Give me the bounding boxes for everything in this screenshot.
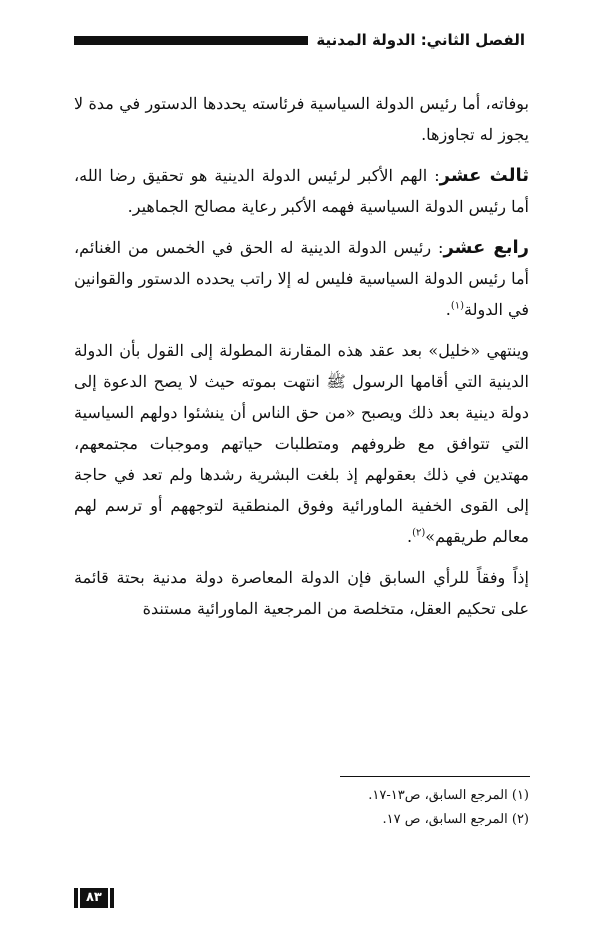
paragraph (74, 562, 529, 624)
paragraph-text: بوفاته، أما رئيس الدولة السياسية فرئاسته يحددها الدستور في مدة لا يجوز له تجاوزها. (74, 94, 529, 144)
footnote-separator (340, 776, 530, 777)
footnotes (74, 784, 529, 832)
paragraph-text: : رئيس الدولة الدينية له الحق في الخمس من الغنائم، أما رئيس الدولة السياسية فليس له إلا راتب يحدده الدستور والقوانين في الدولة (74, 238, 529, 319)
paragraph-text: : الهم الأكبر لرئيس الدولة الدينية هو تحقيق رضا الله، أما رئيس الدولة السياسية فهمه الأكبر رعاية مصالح الجماهير. (74, 166, 529, 216)
page-number-bar (110, 888, 114, 908)
paragraph-tail: . (445, 300, 451, 319)
page-number-box (74, 887, 114, 909)
paragraph-lead: رابع عشر (443, 237, 529, 258)
chapter-title: الفصل الثاني: الدولة المدنية (316, 31, 525, 49)
paragraph-tail: . (407, 527, 413, 546)
paragraph-lead: ثالث عشر (439, 165, 529, 186)
footnote: (٢) المرجع السابق، ص ١٧. (382, 812, 529, 827)
paragraph (74, 88, 529, 150)
body-text (74, 88, 529, 634)
footnote-ref[interactable]: (٢) (412, 527, 426, 539)
footnote: (١) المرجع السابق، ص١٣-١٧. (368, 788, 529, 803)
paragraph-text: إذاً وفقاً للرأي السابق فإن الدولة المعاصرة دولة مدنية بحتة قائمة على تحكيم العقل، متخلصة من المرجعية الماورائية مستندة (74, 568, 529, 618)
page-number: ٨٣ (80, 888, 108, 908)
paragraph (74, 335, 529, 552)
page-number-bar (74, 888, 78, 908)
paragraph (74, 232, 529, 325)
header-rule (74, 36, 308, 45)
paragraph-text: وينتهي «خليل» بعد عقد هذه المقارنة المطولة إلى القول بأن الدولة الدينية التي أقامها الرسول ﷺ انتهت بموته حيث لا يصح الدعوة إلى دولة دينية بعد ذلك ويصبح «من حق الناس أن ينشئوا دولهم السياسية التي تتوافق مع ظروفهم ومتطلبات حياتهم وموجبات مجتمعهم، مهتدين في ذلك بعقولهم إذ بلغت البشرية رشدها ولم تعد في حاجة إلى القوى الخفية الماورائية وفوق المنطقية لتوجههم أو ترسم لهم معالم طريقهم» (74, 341, 529, 546)
paragraph (74, 160, 529, 222)
running-header (74, 28, 525, 52)
footnote-ref[interactable]: (١) (450, 300, 465, 312)
